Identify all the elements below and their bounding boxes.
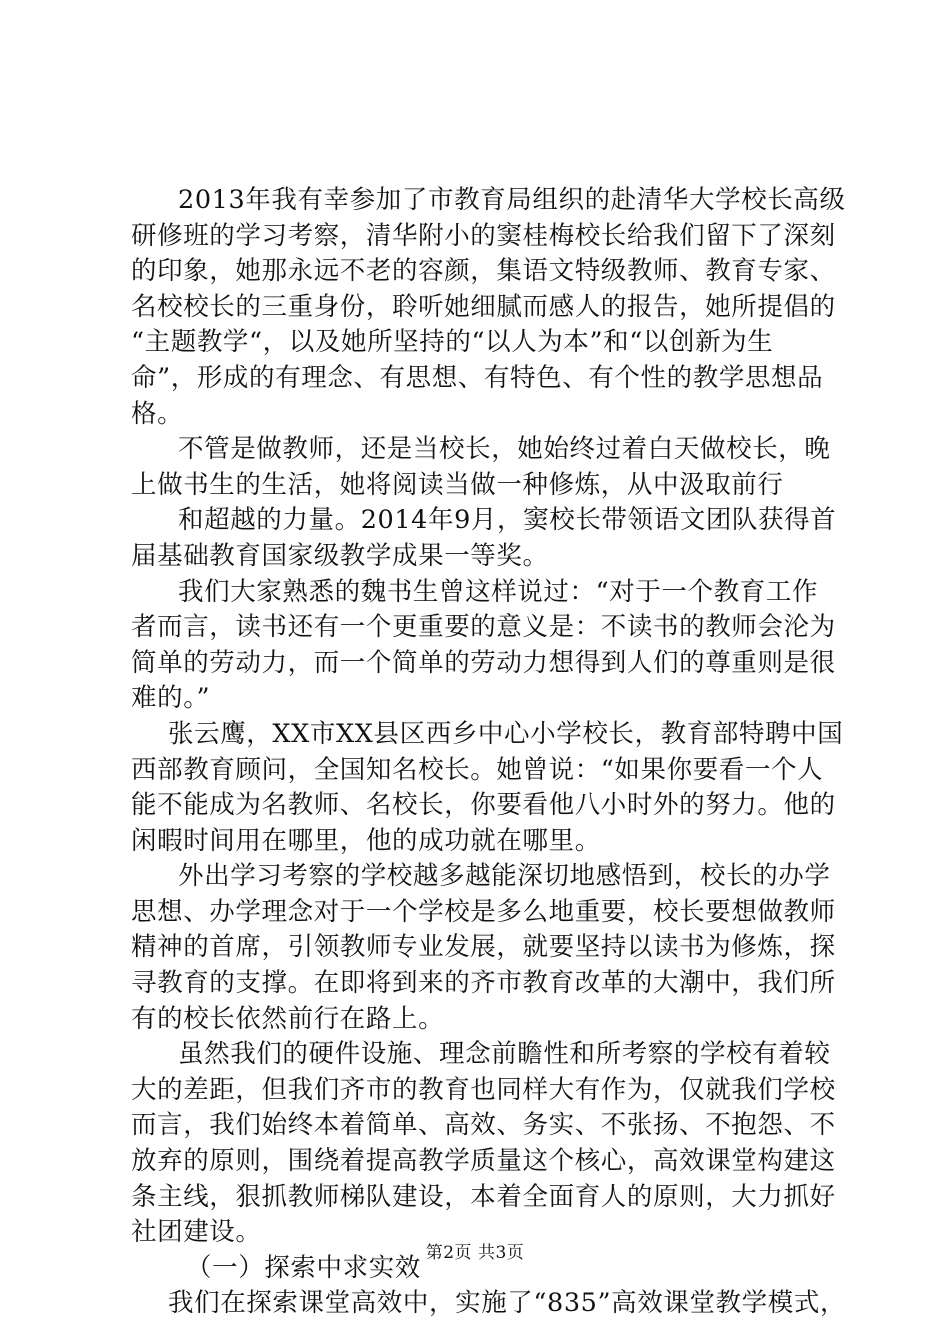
text-line: 难的。” xyxy=(131,683,211,714)
section-heading: （一）探索中求实效 xyxy=(186,1252,421,1283)
text-line: 和超越的力量。2014年9月，窦校长带领语文团队获得首 xyxy=(178,505,837,536)
text-line: 研修班的学习考察，清华附小的窦桂梅校长给我们留下了深刻 xyxy=(131,220,836,251)
text-line: 我们在探索课堂高效中，实施了“835”高效课堂教学模式， xyxy=(168,1288,847,1319)
text-line: 放弃的原则，围绕着提高教学质量这个核心，高效课堂构建这 xyxy=(131,1146,836,1177)
text-line: 社团建设。 xyxy=(131,1217,262,1248)
text-line: “主题教学“，以及她所坚持的“以人为本”和“以创新为生 xyxy=(131,327,774,358)
text-line: 能不能成为名教师、名校长，你要看他八小时外的努力。他的 xyxy=(131,790,836,821)
text-line: 2013年我有幸参加了市教育局组织的赴清华大学校长高级 xyxy=(178,185,846,215)
text-line: 的印象，她那永远不老的容颜，集语文特级教师、教育专家、 xyxy=(131,256,836,287)
text-line: 外出学习考察的学校越多越能深切地感悟到，校长的办学 xyxy=(178,861,831,892)
text-line: 有的校长依然前行在路上。 xyxy=(131,1003,445,1034)
text-line: 大的差距，但我们齐市的教育也同样大有作为，仅就我们学校 xyxy=(131,1074,836,1105)
text-line: 简单的劳动力，而一个简单的劳动力想得到人们的尊重则是很 xyxy=(131,647,836,678)
text-line: 上做书生的生活，她将阅读当做一种修炼，从中汲取前行 xyxy=(131,469,784,500)
text-line: 不管是做教师，还是当校长，她始终过着白天做校长，晚 xyxy=(178,434,831,465)
text-line: 虽然我们的硬件设施、理念前瞻性和所考察的学校有着较 xyxy=(178,1039,831,1070)
text-line: 命”，形成的有理念、有思想、有特色、有个性的教学思想品 xyxy=(131,362,824,393)
text-line: 名校校长的三重身份，聆听她细腻而感人的报告，她所提倡的 xyxy=(131,291,836,322)
text-line: 西部教育顾问，全国知名校长。她曾说：“如果你要看一个人 xyxy=(131,754,824,785)
text-line: 条主线，狠抓教师梯队建设，本着全面育人的原则，大力抓好 xyxy=(131,1181,836,1212)
text-line: 精神的首席，引领教师专业发展，就要坚持以读书为修炼，探 xyxy=(131,932,836,963)
document-body xyxy=(131,183,847,1322)
text-line: 格。 xyxy=(131,398,184,429)
text-line: 我们大家熟悉的魏书生曾这样说过：“对于一个教育工作 xyxy=(178,576,819,607)
text-line: 张云鹰，XX市XX县区西乡中心小学校长，教育部特聘中国 xyxy=(168,718,844,749)
text-line: 而言，我们始终本着简单、高效、务实、不张扬、不抱怨、不 xyxy=(131,1110,836,1141)
text-line: 者而言，读书还有一个更重要的意义是：不读书的教师会沦为 xyxy=(131,612,836,643)
text-line: 寻教育的支撑。在即将到来的齐市教育改革的大潮中，我们所 xyxy=(131,968,836,999)
page-number-footer: 第2页 共3页 xyxy=(425,1243,525,1263)
text-line: 闲暇时间用在哪里，他的成功就在哪里。 xyxy=(131,825,601,856)
text-line: 届基础教育国家级教学成果一等奖。 xyxy=(131,540,549,571)
text-line: 思想、办学理念对于一个学校是多么地重要，校长要想做教师 xyxy=(131,896,836,927)
